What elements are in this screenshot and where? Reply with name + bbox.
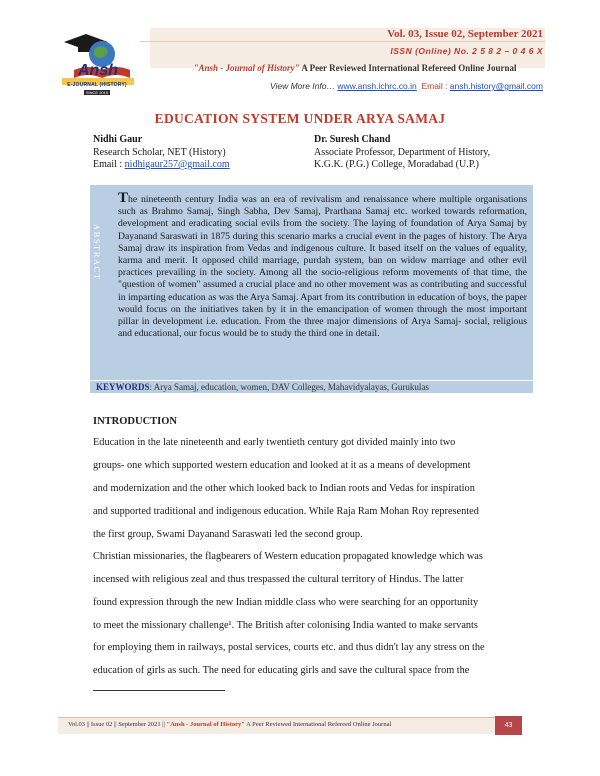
abstract-box	[90, 185, 533, 380]
section-heading: INTRODUCTION	[93, 416, 178, 427]
footer-description: A Peer Reviewed International Refereed Online Journal	[244, 721, 392, 728]
author-2	[314, 134, 490, 172]
author-2-affiliation-1: Associate Professor, Department of History,	[314, 146, 491, 158]
header-divider	[140, 41, 545, 42]
body-line: incensed with religious zeal and thus trespassed the cultural territory of Hindus. The latter	[93, 574, 464, 585]
footer-journal: "Ansh - Journal of History"	[166, 721, 245, 728]
keywords-list: : Arya Samaj, education, women, DAV Colleges, Mahavidyalayas, Gurukulas	[149, 382, 429, 392]
footer-text	[68, 721, 391, 728]
keywords	[96, 381, 429, 393]
body-line: to meet the missionary challenge¹. The British after colonising India wanted to make servants	[93, 620, 478, 631]
body-line: the first group, Swami Dayanand Saraswati led the second group.	[93, 529, 363, 540]
author-1	[93, 134, 230, 172]
email-label: Email :	[421, 81, 450, 91]
author-1-name: Nidhi Gaur	[93, 134, 143, 145]
journal-title-sub: A Peer Reviewed International Refereed Online Journal	[299, 63, 517, 73]
author-2-name: Dr. Suresh Chand	[314, 134, 391, 145]
journal-title-main: "Ansh - Journal of History"	[193, 63, 300, 73]
article-title: EDUCATION SYSTEM UNDER ARYA SAMAJ	[154, 111, 446, 126]
email-link[interactable]: ansh.history@gmail.com	[449, 81, 543, 91]
body-line: Education in the late nineteenth and early twentieth century got divided mainly into two	[93, 437, 456, 448]
author-2-affiliation-2: K.G.K. (P.G.) College, Moradabad (U.P.)	[314, 159, 479, 170]
body-line: Christian missionaries, the flagbearers of Western education propagated knowledge which was	[93, 551, 483, 562]
body-line: education of girls as such. The need for educating girls and save the cultural space from the	[93, 665, 470, 676]
keywords-label: KEYWORDS	[96, 382, 150, 392]
abstract-label: ABSTRACT	[92, 224, 102, 281]
logo-since: SINCE 2019	[85, 90, 109, 95]
issn: ISSN (Online) No. 2 5 8 2 – 0 4 6 X	[390, 46, 543, 56]
logo-name: Ansh	[78, 62, 118, 79]
abstract-text	[118, 192, 527, 340]
logo-tagline: E-JOURNAL (HISTORY)	[67, 82, 127, 88]
view-more-label: View More Info…	[269, 81, 338, 91]
body-line: found expression through the new Indian middle class who were searching for an opportunity	[93, 597, 479, 608]
website-link[interactable]: www.ansh.ichrc.co.in	[337, 81, 417, 91]
abstract-side-label	[90, 185, 112, 380]
journal-title	[160, 63, 550, 73]
body-line: for employing them in railways, postal services, courts etc. and thus didn't lay any stress on the	[93, 642, 485, 653]
volume-issue: Vol. 03, Issue 02, September 2021	[387, 28, 543, 40]
author-1-affiliation: Research Scholar, NET (History)	[93, 146, 226, 158]
abstract-dropcap: T	[118, 190, 129, 206]
body-line: and modernization and the other which looked back to Indian roots and Vedas for inspiration	[93, 483, 475, 494]
contact-line	[270, 81, 543, 91]
author-1-email-row	[93, 159, 230, 172]
author-1-email-label: Email :	[93, 159, 125, 170]
abstract-body: he nineteenth century India was an era of revivalism and renaissance where multiple organisations such as Brahmo Samaj, Singh Sabha, Dev Samaj, Prarthana Samaj etc. worked towards reformation, development and eradicating social evils from the society. The laying of foundation of Arya Samaj by Dayanand Saraswati in 1875 during this scenario marks a crucial event in the pages of history. The Arya Samaj draw its inspiration from Vedas and indigenous culture. It based itself on the values of equality, karma and merit. It opposed child marriage, purdah system, ban on widow marriage and other evil practices prevailing in the society. Among all the socio-religious reform movements of that time, the "question of women" assumed a crucial place and no other movement was as contributing and successful in imparting education as was the Arya Samaj. Apart from its contribution in education of boys, the paper would focus on the initiatives taken by it in the emancipation of women through the most important pillar in development i.e. education. From the three major dimensions of Arya Samaj- social, religious and educational, our focus would be to study the third one in detail.	[118, 194, 527, 340]
page-number: 43	[495, 716, 522, 735]
footnote-rule	[93, 690, 225, 691]
body-line: groups- one which supported western education and looked at it as a means of development	[93, 460, 471, 471]
footer-issue: Vol.03 || Issue 02 || September 2021 ||	[68, 721, 167, 728]
author-1-email-link[interactable]: nidhigaur257@gmail.com	[124, 159, 230, 170]
body-line: and supported traditional and indigenous education. While Raja Ram Mohan Roy represented	[93, 506, 479, 517]
